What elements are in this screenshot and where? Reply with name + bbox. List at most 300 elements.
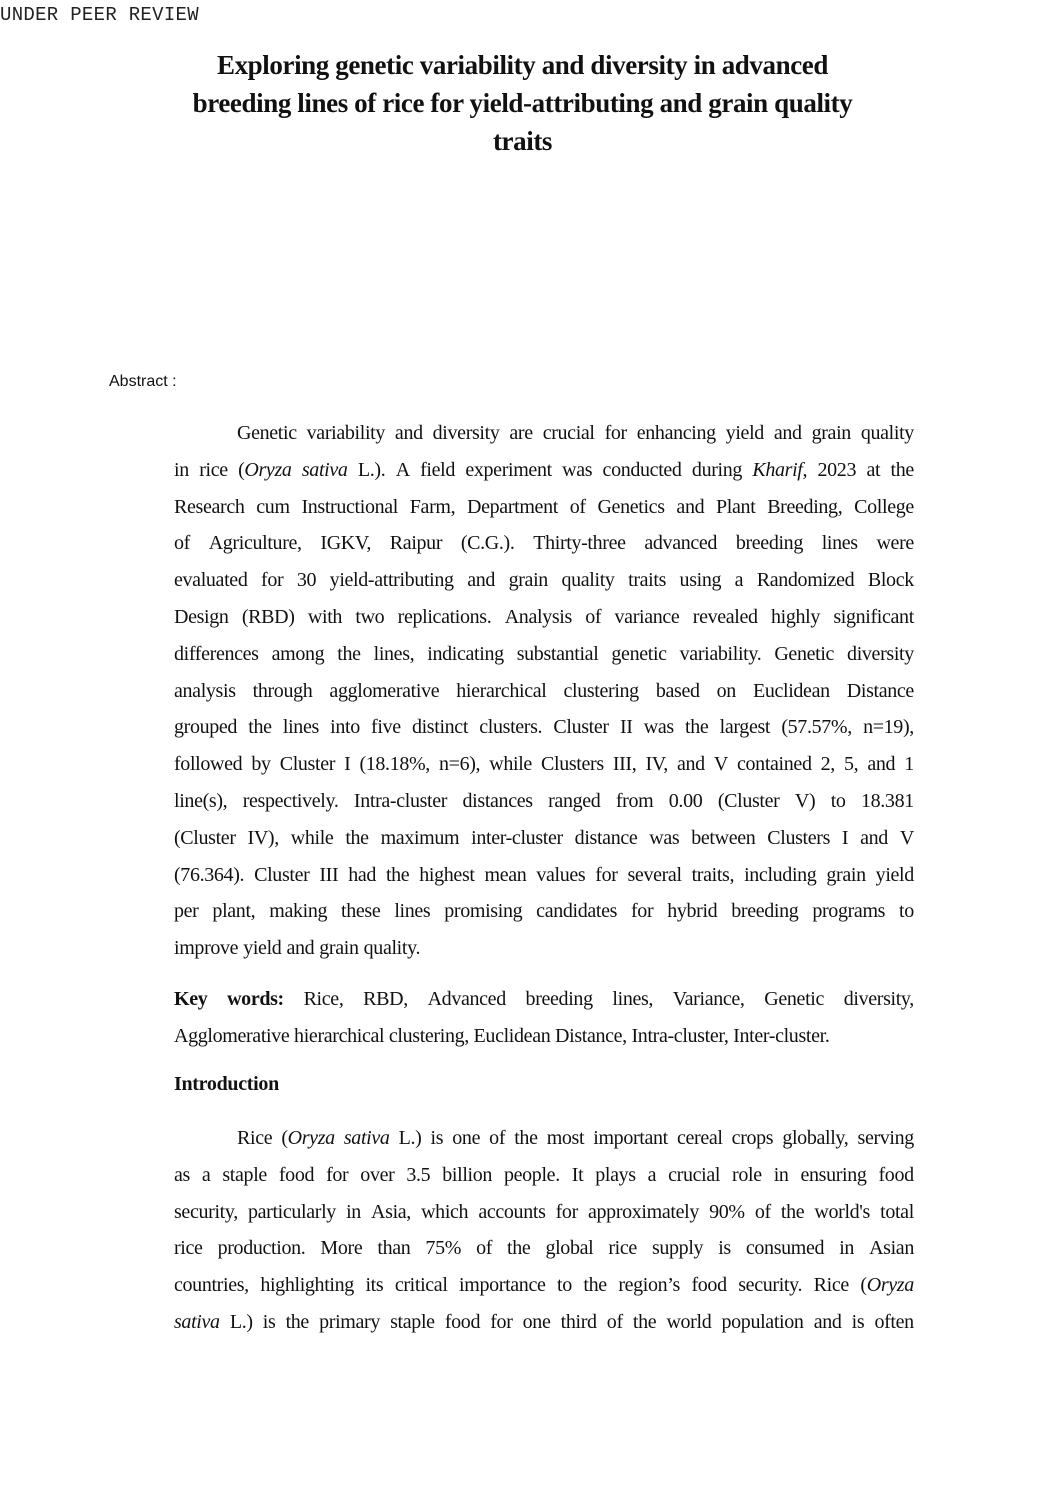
introduction-line — [174, 1304, 914, 1341]
word: food — [444, 1310, 481, 1333]
abstract-line — [174, 525, 914, 562]
word: and — [813, 1310, 842, 1333]
word: improve — [174, 937, 239, 960]
word: particularly — [247, 1200, 336, 1223]
keywords-text-2: Agglomerative hierarchical clustering, Euclidean Distance, Intra-cluster, Inter-cluster. — [174, 1024, 830, 1047]
word: security, — [174, 1200, 238, 1223]
word: crucial — [542, 422, 595, 444]
abstract-line — [174, 489, 914, 526]
word: differences — [174, 642, 259, 665]
word: food — [278, 1163, 315, 1186]
word: is — [851, 1310, 865, 1333]
word: using — [679, 569, 722, 592]
word: College — [854, 495, 914, 518]
abstract-line — [174, 783, 914, 820]
word: these — [341, 900, 381, 923]
word: variability. — [679, 642, 762, 665]
word: five — [371, 716, 401, 739]
word: for — [261, 569, 284, 592]
word: the — [385, 863, 410, 886]
word: rice — [608, 1237, 637, 1260]
word: genetic — [611, 642, 667, 665]
word: mean — [484, 863, 527, 886]
word: promising — [444, 900, 523, 923]
word: including — [744, 863, 817, 886]
word: for — [631, 900, 654, 923]
word: globally, — [782, 1127, 849, 1149]
word: Cluster — [279, 753, 336, 776]
introduction-line — [174, 1267, 914, 1304]
word: primary — [319, 1310, 380, 1333]
word: Raipur — [389, 532, 443, 555]
word: Variance, — [672, 988, 745, 1010]
abstract-line — [174, 746, 914, 783]
introduction-line — [174, 1157, 914, 1194]
word: were — [876, 532, 914, 555]
word: distinct — [411, 716, 469, 739]
word: lines — [394, 900, 431, 923]
word: L.) — [398, 1127, 422, 1149]
word: total — [880, 1200, 914, 1223]
word: to — [899, 900, 914, 923]
word: Thirty-three — [533, 532, 626, 555]
word: agglomerative — [329, 679, 440, 702]
word: significant — [833, 605, 914, 628]
word: Analysis — [504, 605, 572, 628]
word: Clusters — [541, 753, 604, 776]
abstract-line — [174, 930, 914, 967]
word: 75% — [425, 1237, 462, 1260]
word: a — [734, 569, 744, 592]
word: while — [489, 753, 532, 776]
word: Distance — [846, 679, 914, 702]
word: I — [841, 826, 849, 849]
word: yield — [875, 863, 914, 886]
word: was — [562, 458, 593, 481]
word: IV, — [645, 753, 668, 776]
word: accounts — [478, 1200, 546, 1223]
word: Department — [467, 495, 558, 518]
word: in — [346, 1200, 361, 1223]
word: plays — [595, 1163, 636, 1186]
word: cum — [256, 495, 290, 518]
word: lines, — [373, 642, 415, 665]
word: Instructional — [301, 495, 398, 518]
word: field — [420, 458, 456, 481]
word: Intra-cluster — [353, 789, 448, 812]
word: third — [560, 1310, 597, 1333]
word: Key — [174, 988, 208, 1010]
word: by — [251, 753, 271, 776]
word: quality — [860, 422, 914, 444]
word: experiment — [465, 458, 552, 481]
word: n=6), — [439, 753, 481, 776]
word: to — [557, 1274, 572, 1297]
word: is — [262, 1310, 276, 1333]
word: consumed — [745, 1237, 825, 1260]
word: followed — [174, 753, 243, 776]
word: the — [248, 716, 272, 739]
under-peer-review-watermark: UNDER PEER REVIEW — [0, 4, 199, 26]
paper-title-line-2: breeding lines of rice for yield-attributing and grain quality — [192, 88, 853, 118]
word: food — [691, 1274, 727, 1297]
word: security. — [738, 1274, 803, 1297]
word: the — [514, 1127, 538, 1149]
word: III — [319, 863, 339, 886]
word: countries, — [174, 1274, 249, 1297]
word: and — [773, 422, 802, 444]
word: contained — [737, 753, 812, 776]
word: world — [666, 1310, 712, 1333]
word: of — [174, 532, 190, 555]
word: Cluster — [553, 716, 609, 739]
word: 5, — [844, 753, 859, 776]
word: candidates — [536, 900, 618, 923]
abstract-line — [174, 599, 914, 636]
word: the — [507, 1237, 531, 1260]
word: programs — [812, 900, 886, 923]
word: 2, — [820, 753, 835, 776]
word: world's — [814, 1200, 870, 1223]
word: 3.5 — [406, 1163, 431, 1186]
word: as — [174, 1163, 190, 1186]
word: line(s), — [174, 789, 228, 812]
word: population — [721, 1310, 804, 1333]
word: highest — [419, 863, 475, 886]
word: of — [585, 605, 602, 628]
word: Farm, — [409, 495, 456, 518]
word: often — [874, 1310, 914, 1333]
word: (Cluster — [717, 789, 780, 812]
word: in — [174, 458, 189, 481]
word: of — [606, 1310, 623, 1333]
word: and — [867, 753, 896, 776]
word: Research — [174, 495, 245, 518]
word: is — [430, 1127, 444, 1149]
word: More — [320, 1237, 363, 1260]
word: analysis — [174, 679, 236, 702]
word: grouped — [174, 716, 238, 739]
word: was — [643, 716, 674, 739]
word: was — [649, 826, 680, 849]
word: inter-cluster — [471, 826, 563, 849]
word: plant, — [212, 900, 256, 923]
word: is — [718, 1237, 731, 1260]
word: Kharif, — [752, 458, 808, 481]
abstract-paragraph — [174, 415, 914, 967]
word: per — [174, 900, 199, 923]
word: breeding — [731, 900, 799, 923]
word: quality — [561, 569, 615, 592]
word: clustering — [563, 679, 639, 702]
word: for — [595, 863, 618, 886]
word: clusters. — [479, 716, 543, 739]
word: most — [546, 1127, 585, 1149]
word: into — [330, 716, 360, 739]
word: II — [619, 716, 633, 739]
abstract-line — [174, 415, 914, 452]
word: (C.G.). — [460, 532, 515, 555]
introduction-paragraph — [174, 1120, 914, 1341]
word: two — [355, 605, 385, 628]
word: billion — [442, 1163, 493, 1186]
word: 18.381 — [860, 789, 914, 812]
word: IGKV, — [320, 532, 372, 555]
word: importance — [459, 1274, 546, 1297]
word: Euclidean — [752, 679, 830, 702]
word: maximum — [380, 826, 460, 849]
word: diversity — [432, 422, 500, 444]
word: lines — [282, 716, 319, 739]
introduction-line — [174, 1230, 914, 1267]
word: between — [691, 826, 756, 849]
word: a — [201, 1163, 211, 1186]
word: the — [583, 1274, 607, 1297]
word: hybrid — [667, 900, 718, 923]
word: from — [615, 789, 654, 812]
word: It — [571, 1163, 584, 1186]
word: yield — [725, 422, 764, 444]
word: with — [307, 605, 343, 628]
word: replications. — [397, 605, 492, 628]
word: staple — [390, 1310, 435, 1333]
paper-title-line-3: traits — [492, 126, 553, 156]
word: and — [394, 422, 423, 444]
word: for — [555, 1200, 578, 1223]
word: important — [593, 1127, 668, 1149]
word: values — [536, 863, 586, 886]
abstract-line — [174, 820, 914, 857]
word: its — [365, 1274, 384, 1297]
word: the — [890, 458, 914, 481]
word: food — [878, 1163, 914, 1186]
word: global — [545, 1237, 594, 1260]
word: lines — [821, 532, 858, 555]
word: RBD, — [363, 988, 408, 1010]
word: the — [685, 716, 709, 739]
word: sativa — [301, 458, 348, 481]
word: IV), — [247, 826, 279, 849]
word: 1 — [904, 753, 914, 776]
word: breeding — [525, 988, 593, 1010]
word: Genetic — [774, 642, 835, 665]
word: Breeding, — [767, 495, 843, 518]
word: a — [647, 1163, 657, 1186]
word: and — [676, 495, 705, 518]
word: grain — [826, 863, 866, 886]
word: L.). — [357, 458, 386, 481]
word: (18.18%, — [359, 753, 430, 776]
word: and — [676, 753, 705, 776]
word: (76.364). — [174, 863, 245, 886]
word: evaluated — [174, 569, 248, 592]
word: Genetic — [237, 422, 297, 444]
word: and — [286, 937, 315, 960]
word: region’s — [618, 1274, 680, 1297]
word: critical — [394, 1274, 448, 1297]
word: L.) — [229, 1310, 253, 1333]
word: enhancing — [636, 422, 716, 444]
word: (Oryza — [860, 1274, 914, 1297]
word: highly — [771, 605, 821, 628]
word: Cluster — [254, 863, 310, 886]
abstract-label: Abstract : — [109, 373, 177, 390]
word: Plant — [716, 495, 756, 518]
abstract-line — [174, 562, 914, 599]
word: variance — [614, 605, 680, 628]
word: Randomized — [756, 569, 855, 592]
word: grain — [811, 422, 851, 444]
word: traits — [628, 569, 667, 592]
word: on — [716, 679, 736, 702]
word: the — [780, 1200, 805, 1223]
word: are — [509, 422, 533, 444]
word: one — [452, 1127, 481, 1149]
word: in — [773, 1163, 789, 1186]
word: 30 — [296, 569, 317, 592]
word: the — [285, 1310, 309, 1333]
word: the — [337, 642, 361, 665]
word: V — [713, 753, 728, 776]
abstract-line — [174, 709, 914, 746]
word: breeding — [735, 532, 803, 555]
word: distances — [462, 789, 533, 812]
introduction-line — [174, 1194, 914, 1231]
word: in — [839, 1237, 855, 1260]
word: of — [569, 495, 586, 518]
word: Block — [867, 569, 914, 592]
word: serving — [857, 1127, 914, 1149]
word: Rice — [237, 1127, 273, 1149]
word: the — [632, 1310, 657, 1333]
word: largest — [719, 716, 771, 739]
word: distance — [574, 826, 638, 849]
word: 2023 — [817, 458, 857, 481]
keywords-line-2 — [174, 1018, 914, 1055]
keywords-line-1 — [174, 981, 914, 1018]
word: making — [269, 900, 328, 923]
word: ranged — [548, 789, 601, 812]
word: respectively. — [242, 789, 339, 812]
word: lines, — [612, 988, 654, 1010]
word: and — [860, 826, 888, 849]
word: for — [490, 1310, 513, 1333]
word: of — [754, 1200, 771, 1223]
word: through — [252, 679, 313, 702]
word: traits, — [691, 863, 735, 886]
introduction-line — [174, 1120, 914, 1157]
word: had — [348, 863, 377, 886]
word: for — [326, 1163, 349, 1186]
word: and — [467, 569, 496, 592]
word: V — [899, 826, 914, 849]
word: highlighting — [260, 1274, 354, 1297]
word: rice — [174, 1237, 203, 1260]
abstract-line — [174, 452, 914, 489]
word: grain — [319, 937, 359, 960]
paper-title — [140, 46, 905, 160]
word: grain — [508, 569, 548, 592]
word: sativa — [343, 1127, 390, 1149]
word: role — [732, 1163, 762, 1186]
word: yield-attributing — [329, 569, 454, 592]
word: revealed — [692, 605, 758, 628]
word: (Oryza — [238, 458, 292, 481]
word: Asia, — [371, 1200, 411, 1223]
word: staple — [222, 1163, 267, 1186]
word: hierarchical — [456, 679, 547, 702]
word: Clusters — [767, 826, 831, 849]
word: advanced — [644, 532, 718, 555]
abstract-line — [174, 893, 914, 930]
word: approximately — [588, 1200, 699, 1223]
abstract-line — [174, 673, 914, 710]
word: for — [604, 422, 627, 444]
word: (Oryza — [281, 1127, 335, 1149]
word: Genetics — [597, 495, 665, 518]
word: Agriculture, — [208, 532, 302, 555]
word: III, — [612, 753, 637, 776]
word: variability — [306, 422, 386, 444]
paper-title-line-1: Exploring genetic variability and diversity in advanced — [216, 50, 829, 80]
word: among — [271, 642, 325, 665]
word: conducted — [602, 458, 682, 481]
word: the — [345, 826, 369, 849]
word: several — [627, 863, 682, 886]
word: Rice, — [303, 988, 344, 1010]
word: crucial — [668, 1163, 721, 1186]
abstract-line — [174, 636, 914, 673]
word: ensuring — [800, 1163, 867, 1186]
introduction-heading: Introduction — [174, 1073, 279, 1095]
word: V) — [794, 789, 816, 812]
word: diversity, — [843, 988, 914, 1010]
keywords-section — [174, 981, 914, 1055]
word: people. — [503, 1163, 560, 1186]
word: (Cluster — [174, 826, 236, 849]
word: n=19), — [863, 716, 914, 739]
word: to — [830, 789, 846, 812]
word: Asian — [869, 1237, 914, 1260]
word: of — [476, 1237, 493, 1260]
word: crops — [731, 1127, 774, 1149]
word: (RBD) — [241, 605, 295, 628]
word: one — [522, 1310, 551, 1333]
word: words: — [227, 988, 284, 1010]
word: Genetic — [764, 988, 825, 1010]
word: A — [395, 458, 410, 481]
word: 90% — [709, 1200, 745, 1223]
word: during — [691, 458, 743, 481]
word: than — [377, 1237, 411, 1260]
word: Rice — [813, 1274, 849, 1297]
word: which — [421, 1200, 469, 1223]
word: Advanced — [427, 988, 506, 1010]
word: (57.57%, — [781, 716, 852, 739]
word: sativa — [174, 1310, 220, 1333]
word: indicating — [427, 642, 504, 665]
word: rice — [199, 458, 228, 481]
word: quality. — [363, 937, 421, 960]
word: while — [290, 826, 334, 849]
word: I — [344, 753, 351, 776]
word: cereal — [676, 1127, 723, 1149]
word: diversity — [847, 642, 914, 665]
word: yield — [243, 937, 282, 960]
word: supply — [651, 1237, 704, 1260]
word: of — [489, 1127, 506, 1149]
word: production. — [217, 1237, 306, 1260]
